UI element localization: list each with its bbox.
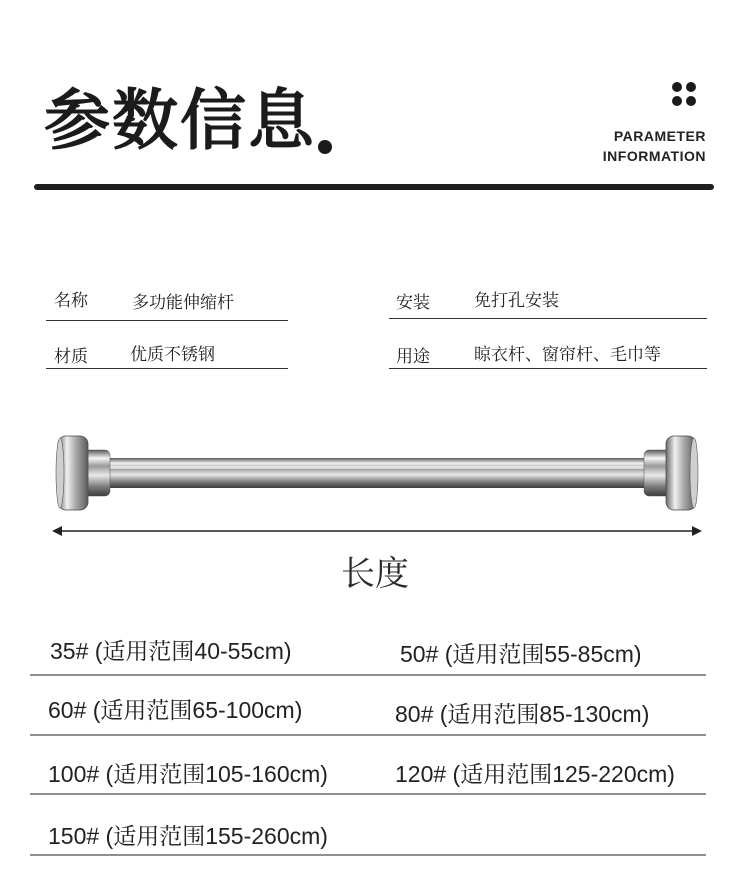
size-item: 120# (适用范围125-220cm) xyxy=(395,761,675,787)
spec-label-usage: 用途 xyxy=(396,347,430,367)
subtitle-parameter: PARAMETER xyxy=(613,128,706,144)
length-arrow xyxy=(52,524,702,538)
size-item: 50# (适用范围55-85cm) xyxy=(400,641,642,667)
title-dot xyxy=(318,140,332,154)
size-divider xyxy=(30,854,706,856)
spec-value-name: 多功能伸缩杆 xyxy=(132,293,234,313)
size-divider xyxy=(30,734,706,736)
page-title: 参数信息 xyxy=(44,82,316,159)
size-divider xyxy=(30,674,706,676)
spec-label-name: 名称 xyxy=(54,291,88,311)
spec-divider xyxy=(389,368,707,369)
spec-divider xyxy=(389,318,707,319)
spec-divider xyxy=(46,320,288,321)
telescopic-rod-image xyxy=(52,428,702,518)
header-divider xyxy=(34,184,714,190)
length-label: 长度 xyxy=(341,554,409,594)
size-item: 150# (适用范围155-260cm) xyxy=(48,823,328,849)
spec-divider xyxy=(46,368,288,369)
subtitle-information: INFORMATION xyxy=(602,148,706,164)
size-item: 35# (适用范围40-55cm) xyxy=(50,638,292,664)
size-item: 60# (适用范围65-100cm) xyxy=(48,697,303,723)
four-dots-icon xyxy=(672,82,700,110)
spec-label-material: 材质 xyxy=(54,347,88,367)
spec-value-material: 优质不锈钢 xyxy=(130,345,215,365)
spec-value-install: 免打孔安装 xyxy=(474,291,559,311)
size-item: 80# (适用范围85-130cm) xyxy=(395,701,650,727)
size-divider xyxy=(30,793,706,795)
spec-label-install: 安装 xyxy=(396,293,430,313)
size-item: 100# (适用范围105-160cm) xyxy=(48,761,328,787)
spec-value-usage: 晾衣杆、窗帘杆、毛巾等 xyxy=(474,345,661,365)
